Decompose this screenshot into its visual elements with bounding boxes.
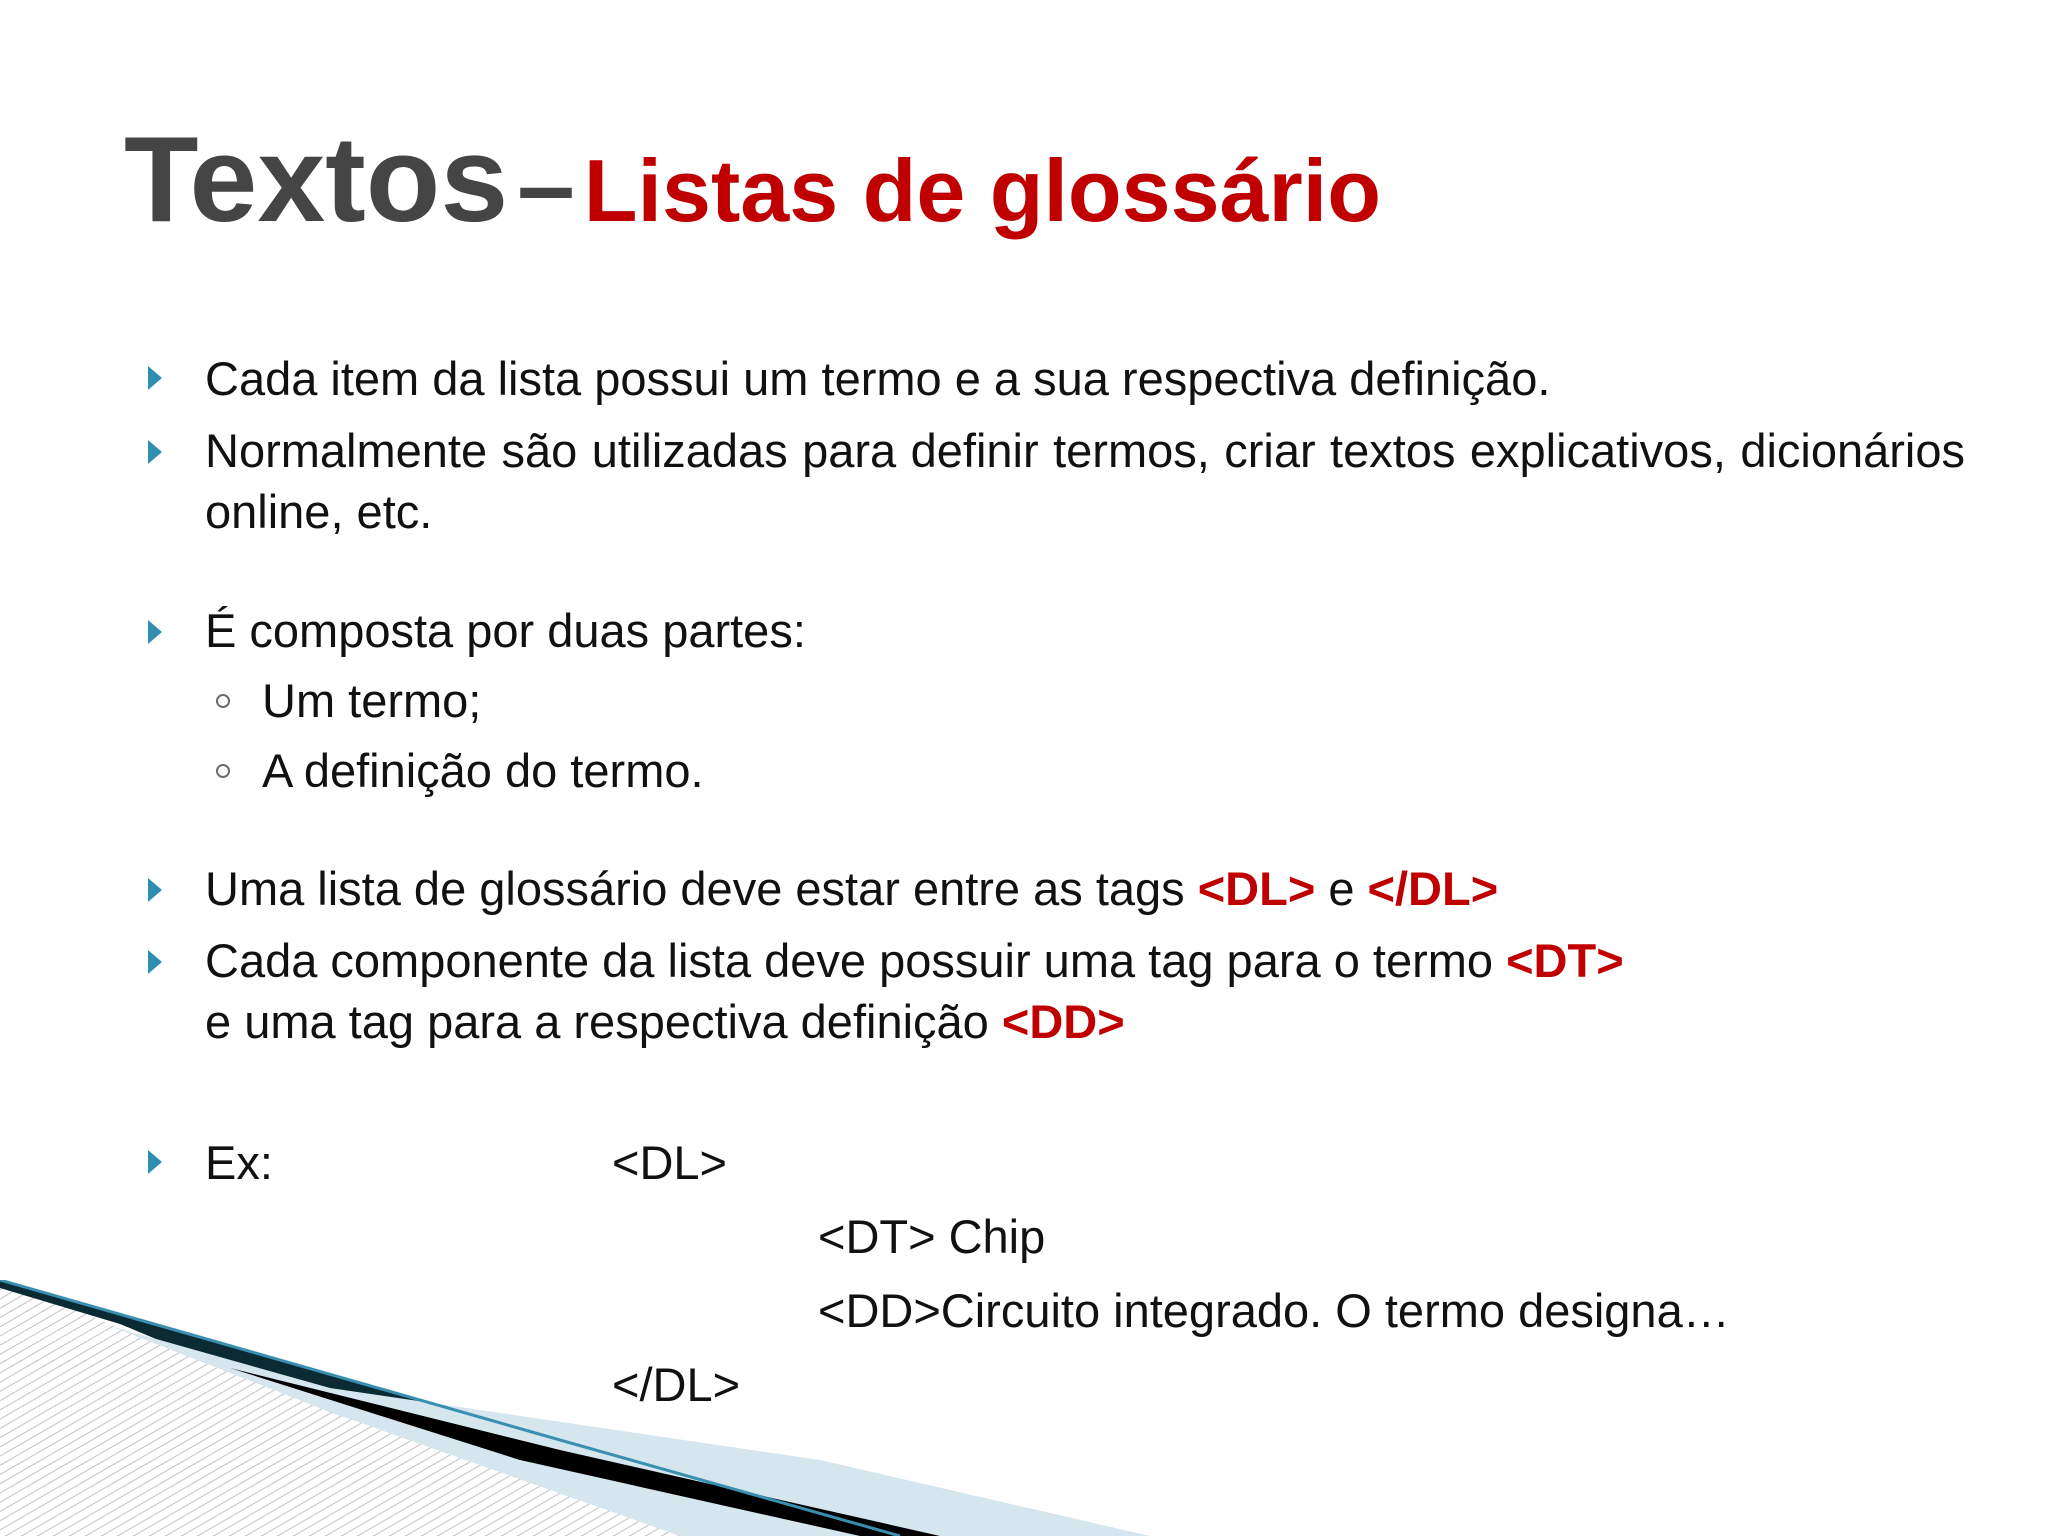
title-dash: –: [517, 128, 575, 244]
tag-dl-open: <DL>: [1197, 862, 1316, 915]
decorative-swoosh: [0, 1280, 2048, 1536]
circle-subbullet-icon: [216, 694, 230, 708]
bullet-item-2: Normalmente são utilizadas para definir termos, criar textos explicativos, dicionários online, etc.: [205, 424, 1965, 538]
example-dd-line: <DD>Circuito integrado. O termo designa…: [818, 1284, 1730, 1337]
triangle-bullet-icon: [148, 1150, 162, 1174]
triangle-bullet-icon: [148, 366, 162, 390]
bullet-item-5-line-1: [205, 930, 1624, 991]
tag-dd: <DD>: [1001, 995, 1125, 1048]
title-subtitle: Listas de glossário: [583, 141, 1381, 240]
subitem-term: Um termo;: [262, 674, 482, 727]
bullet-item-5-line-2: [205, 991, 1965, 1052]
bullet-item-5-text: Cada componente da lista deve possuir uma tag para o termo: [205, 934, 1494, 987]
example-dt-line: <DT> Chip: [818, 1210, 1046, 1263]
tag-dl-close: </DL>: [1367, 862, 1499, 915]
subitem-definition: A definição do termo.: [262, 744, 704, 797]
triangle-bullet-icon: [148, 950, 162, 974]
example-dl-close: </DL>: [612, 1358, 741, 1411]
tag-dt: <DT>: [1506, 934, 1624, 987]
triangle-bullet-icon: [148, 878, 162, 902]
title-main: Textos: [124, 111, 509, 247]
bullet-item-4-and: e: [1328, 862, 1355, 915]
circle-subbullet-icon: [216, 764, 230, 778]
example-dl-open: <DL>: [612, 1136, 727, 1189]
triangle-bullet-icon: [148, 620, 162, 644]
triangle-bullet-icon: [148, 440, 162, 464]
bullet-item-4: [205, 858, 1498, 919]
bullet-item-3: É composta por duas partes:: [205, 604, 806, 657]
example-label: Ex:: [205, 1136, 273, 1189]
bullet-item-1: Cada item da lista possui um termo e a sua respectiva definição.: [205, 352, 1551, 405]
bullet-item-4-text: Uma lista de glossário deve estar entre as tags: [205, 862, 1185, 915]
bullet-item-5-rest: e uma tag para a respectiva definição: [205, 995, 989, 1048]
